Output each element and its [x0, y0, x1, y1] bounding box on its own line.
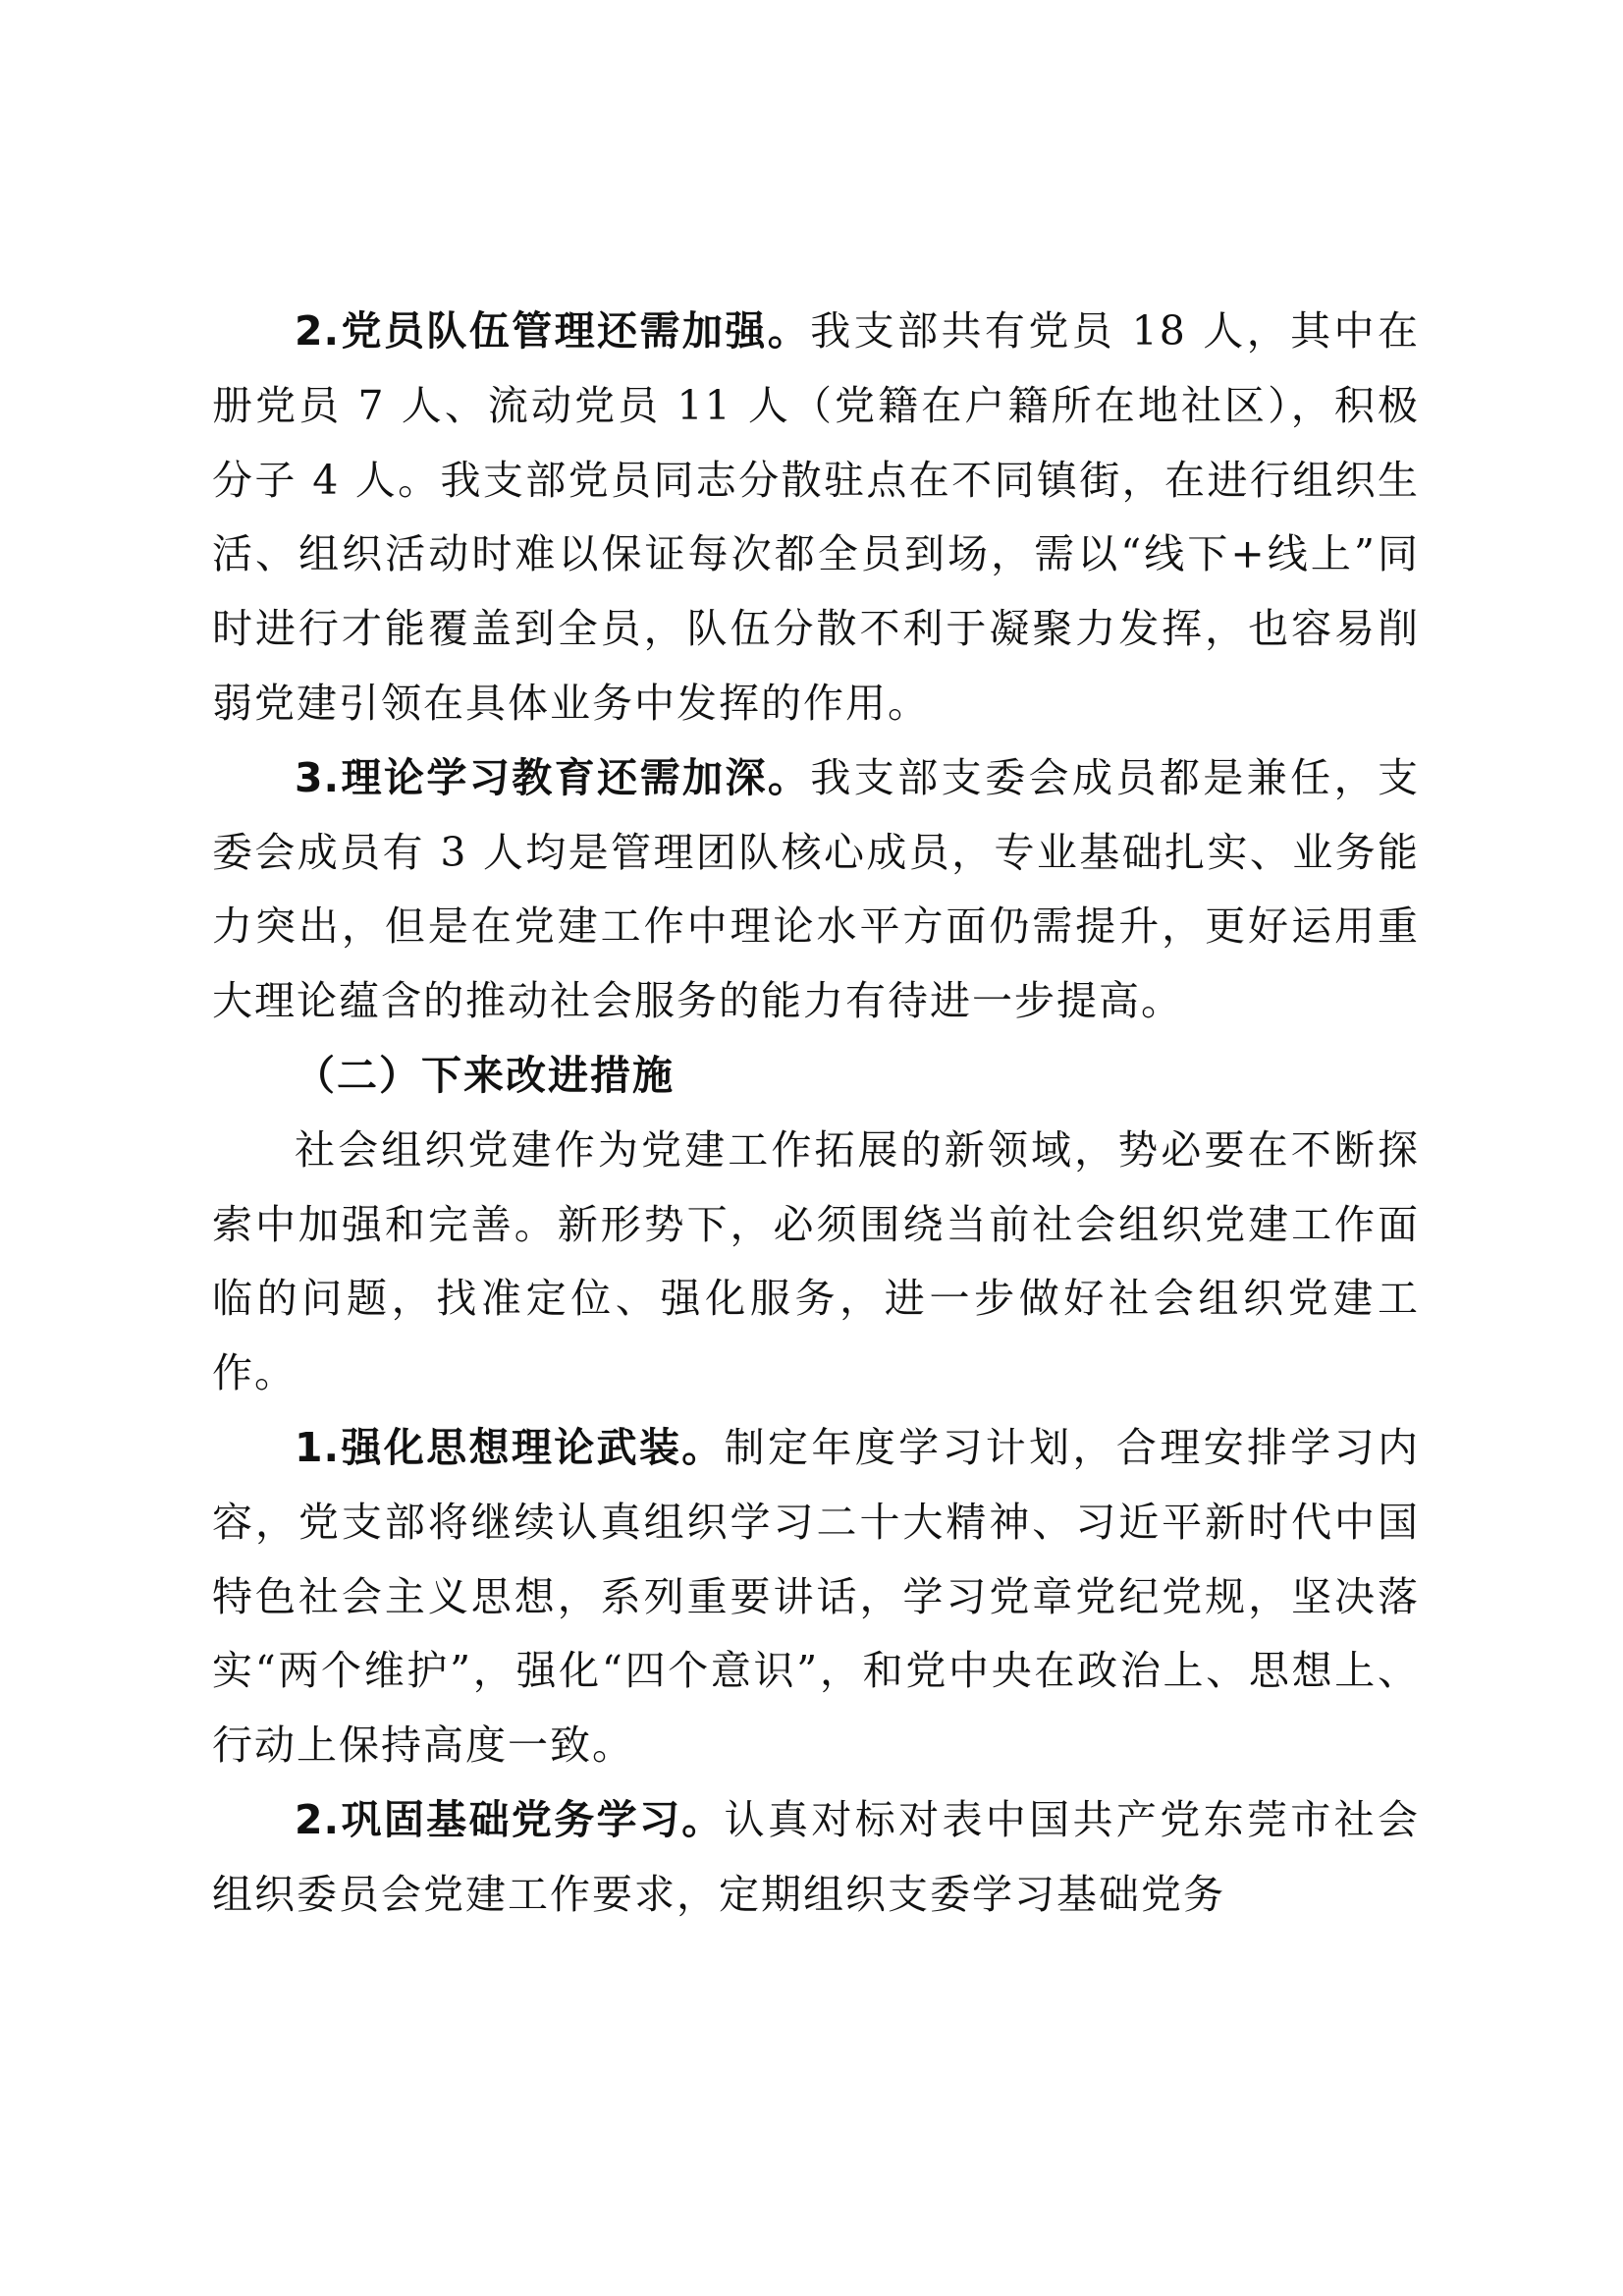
measure-lead: 1.强化思想理论武装。	[295, 1423, 725, 1471]
intro-paragraph: 社会组织党建作为党建工作拓展的新领域，势必要在不断探索中加强和完善。新形势下，必须围绕当前社会组织党建工作面临的问题，找准定位、强化服务，进一步做好社会组织党建工作。	[212, 1125, 1420, 1397]
paragraph-text: 我支部支委会成员都是兼任，支委会成员有 3 人均是管理团队核心成员，专业基础扎实、业务能力突出，但是在党建工作中理论水平方面仍需提升，更好运用重大理论蕴含的推动社会服务的能力有待进一步提高。	[212, 753, 1421, 1025]
document-body	[212, 295, 1420, 1933]
paragraph-lead: 3.理论学习教育还需加深。	[295, 753, 811, 801]
paragraph-text: 我支部共有党员 18 人，其中在册党员 7 人、流动党员 11 人（党籍在户籍所在地社区），积极分子 4 人。我支部党员同志分散驻点在不同镇街，在进行组织生活、组织活动时难以保证每次都全员到场，需以“线下+线上”同时进行才能覆盖到全员，队伍分散不利于凝聚力发挥，也容易削弱党建引领在具体业务中发挥的作用。	[212, 307, 1420, 727]
measure-text: 制定年度学习计划，合理安排学习内容，党支部将继续认真组织学习二十大精神、习近平新时代中国特色社会主义思想，系列重要讲话，学习党章党纪党规，坚决落实“两个维护”，强化“四个意识”，和党中央在政治上、思想上、行动上保持高度一致。	[212, 1423, 1421, 1770]
measure-ideological-theory	[212, 1411, 1420, 1783]
measure-lead: 2.巩固基础党务学习。	[295, 1795, 725, 1843]
paragraph-theory-study	[212, 741, 1420, 1039]
measure-basic-party-affairs	[212, 1783, 1420, 1933]
paragraph-lead: 2.党员队伍管理还需加强。	[295, 307, 811, 355]
section-heading: （二）下来改进措施	[295, 1051, 675, 1099]
measure-text: 认真对标对表中国共产党东莞市社会组织委员会党建工作要求，定期组织支委学习基础党务	[212, 1795, 1421, 1918]
paragraph-party-member-management	[212, 295, 1420, 741]
